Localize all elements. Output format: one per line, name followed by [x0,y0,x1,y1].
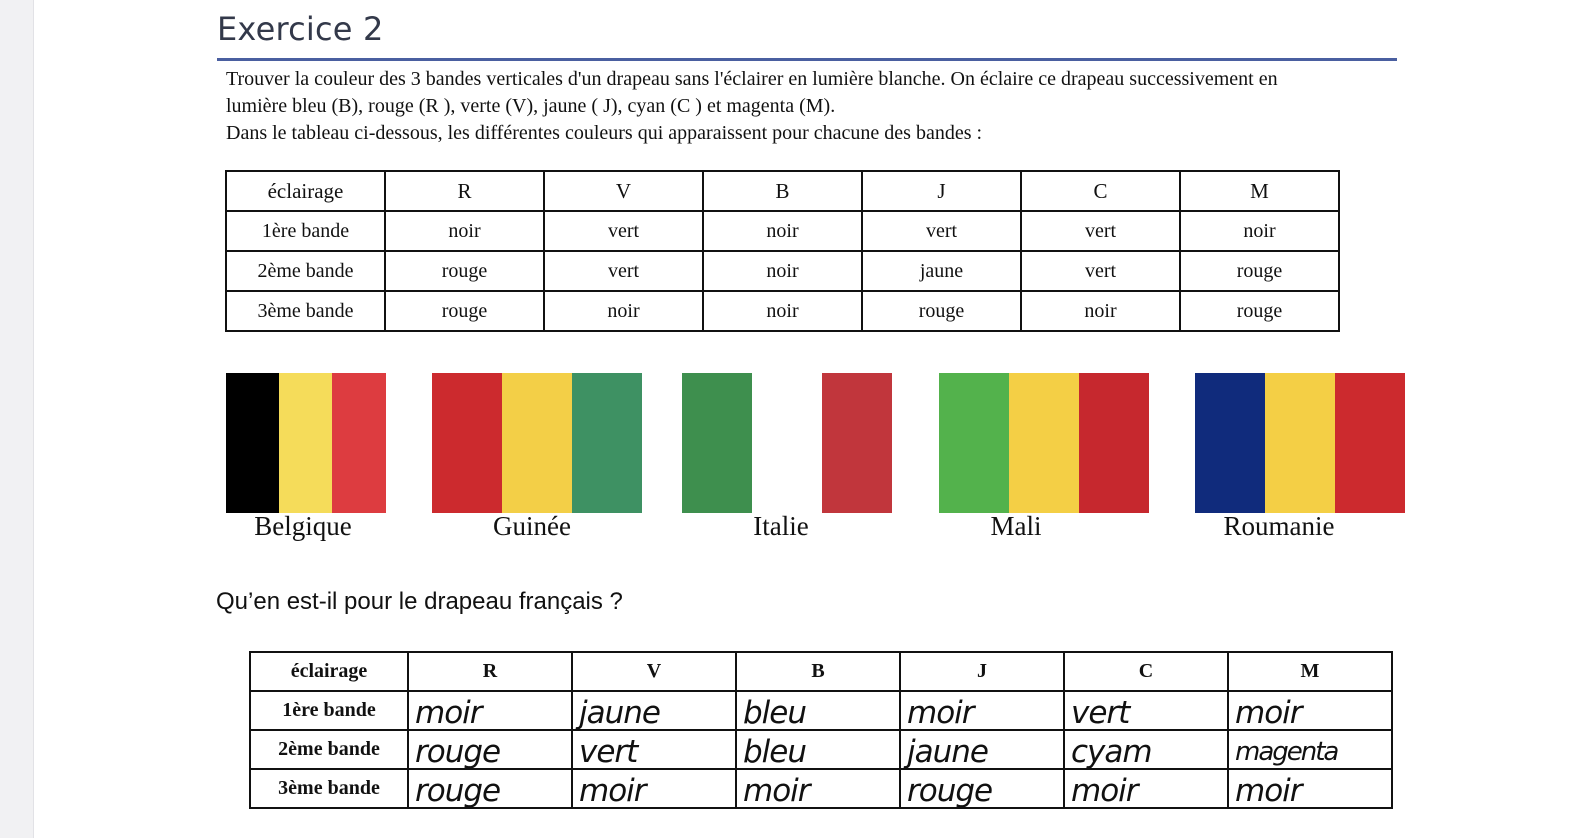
handwritten-answer[interactable] [572,691,736,730]
handwritten-answer[interactable] [736,691,900,730]
table-cell: rouge [385,251,544,291]
table-cell: rouge [385,291,544,331]
handwritten-answer[interactable] [1064,691,1228,730]
header-cell: C [1064,652,1228,691]
flag-band [752,373,822,513]
header-cell: éclairage [226,171,385,211]
flag-band [939,373,1009,513]
flag-name-roumanie: Roumanie [1223,511,1335,541]
table-cell: vert [544,211,703,251]
table-cell: noir [385,211,544,251]
exercise-title: Exercice 2 [217,10,384,48]
handwritten-answer[interactable] [900,769,1064,808]
handwritten-text: vert [1071,694,1130,731]
sidebar [0,0,34,838]
header-cell: R [385,171,544,211]
table-cell: vert [1021,251,1180,291]
table-cell: rouge [1180,251,1339,291]
table-cell: noir [544,291,703,331]
handwritten-text: bleu [743,733,807,770]
table-cell: noir [703,251,862,291]
flag-band [1335,373,1405,513]
handwritten-text: rouge [415,733,501,770]
flag-band [1079,373,1149,513]
flag-band [432,373,502,513]
table-header-row [250,652,1392,691]
flag-band [1195,373,1265,513]
table-cell: 3ème bande [226,291,385,331]
handwritten-answer[interactable] [1228,691,1392,730]
header-cell: éclairage [250,652,408,691]
handwritten-answer[interactable] [1228,769,1392,808]
handwritten-text: moir [1235,772,1302,809]
table-row [250,769,1392,808]
handwritten-text: rouge [415,772,501,809]
header-cell: J [900,652,1064,691]
handwritten-answer[interactable] [1228,730,1392,769]
table-cell: rouge [1180,291,1339,331]
flag-band [822,373,892,513]
header-cell: V [544,171,703,211]
header-cell: R [408,652,572,691]
handwritten-text: cyam [1071,733,1152,770]
handwritten-answer[interactable] [408,691,572,730]
table-row [226,251,1339,291]
handwritten-text: moir [579,772,646,809]
flag-band [279,373,332,513]
flag-band [332,373,386,513]
handwritten-answer[interactable] [408,730,572,769]
flag-guinee [432,373,642,513]
handwritten-text: rouge [907,772,993,809]
header-cell: M [1228,652,1392,691]
intro-text [226,66,1456,147]
table-cell: 2ème bande [226,251,385,291]
table-cell: noir [1021,291,1180,331]
table-cell: noir [703,291,862,331]
flag-band [1009,373,1079,513]
table-row [250,730,1392,769]
table-cell: vert [862,211,1021,251]
intro-line-3: Dans le tableau ci-dessous, les différentes couleurs qui apparaissent pour chacune des bandes : [226,122,983,144]
header-cell: M [1180,171,1339,211]
handwritten-text: moir [1235,694,1302,731]
row-label: 2ème bande [250,730,408,769]
flag-band [682,373,752,513]
handwritten-answer[interactable] [572,730,736,769]
handwritten-answer[interactable] [408,769,572,808]
header-cell: B [703,171,862,211]
flag-name-belgique: Belgique [254,511,352,541]
flag-band [572,373,642,513]
table-cell: rouge [862,291,1021,331]
flag-belgique [226,373,386,513]
handwritten-text: moir [743,772,810,809]
table-row [250,691,1392,730]
handwritten-answer[interactable] [900,691,1064,730]
flag-name-guinee: Guinée [493,511,571,541]
table-row [226,211,1339,251]
header-cell: B [736,652,900,691]
flag-italie [682,373,892,513]
handwritten-text: jaune [907,733,988,770]
handwritten-text: moir [415,694,482,731]
table-cell: noir [703,211,862,251]
handwritten-answer[interactable] [736,769,900,808]
header-cell: J [862,171,1021,211]
flag-name-mali: Mali [990,511,1042,541]
handwritten-text: vert [579,733,638,770]
table-cell: jaune [862,251,1021,291]
flag-band [1265,373,1335,513]
question-text: Qu’en est-il pour le drapeau français ? [216,588,623,615]
flag-band [226,373,279,513]
handwritten-answer[interactable] [900,730,1064,769]
table-cell: 1ère bande [226,211,385,251]
flag-mali [939,373,1149,513]
flag-roumanie [1195,373,1405,513]
handwritten-text: bleu [743,694,807,731]
flag-band [502,373,572,513]
table-header-row [226,171,1339,211]
table-cell: vert [1021,211,1180,251]
header-cell: V [572,652,736,691]
title-underline [217,58,1397,61]
handwritten-answer[interactable] [1064,730,1228,769]
flag-name-italie: Italie [753,511,809,541]
observation-table [225,170,1340,332]
row-label: 1ère bande [250,691,408,730]
handwritten-answer[interactable] [1064,769,1228,808]
handwritten-text: magenta [1235,736,1338,767]
table-cell: vert [544,251,703,291]
header-cell: C [1021,171,1180,211]
handwritten-answer[interactable] [572,769,736,808]
table-cell: noir [1180,211,1339,251]
row-label: 3ème bande [250,769,408,808]
intro-line-1: Trouver la couleur des 3 bandes verticales d'un drapeau sans l'éclairer en lumière blanche. On éclaire ce drapeau successivement en [226,68,1278,90]
handwritten-text: jaune [579,694,660,731]
table-row [226,291,1339,331]
handwritten-text: moir [907,694,974,731]
handwritten-answer[interactable] [736,730,900,769]
answer-table [249,651,1393,809]
handwritten-text: moir [1071,772,1138,809]
intro-line-2: lumière bleu (B), rouge (R ), verte (V), jaune ( J), cyan (C ) et magenta (M). [226,95,836,117]
